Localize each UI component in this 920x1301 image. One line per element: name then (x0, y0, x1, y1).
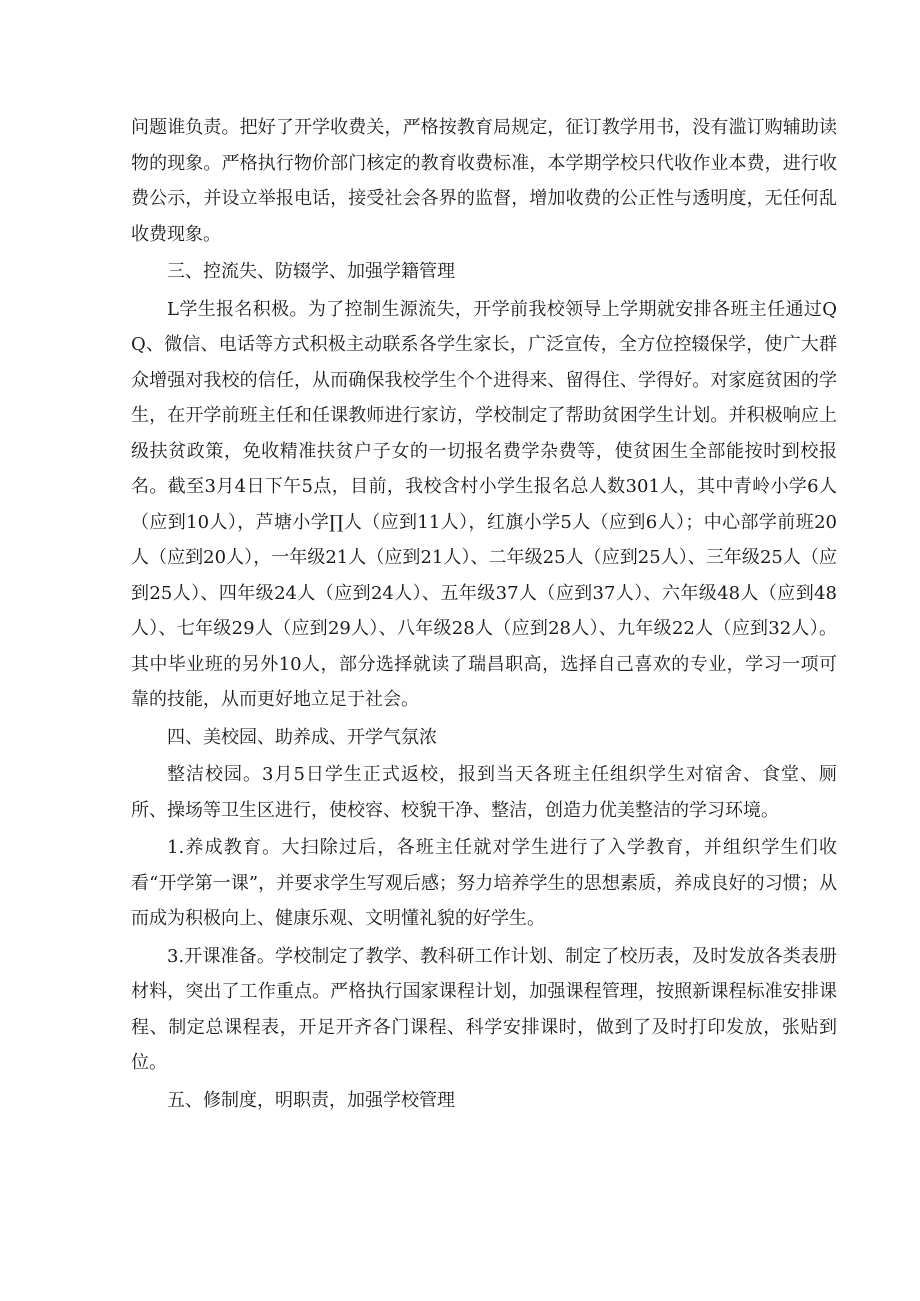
paragraph-course-preparation: 3.开课准备。学校制定了教学、教科研工作计划、制定了校历表，及时发放各类表册材料，突出了工作重点。严格执行国家课程计划，加强课程管理，按照新课程标准安排课程、制定总课程表，开足开齐各门课程、科学安排课时，做到了及时打印发放，张贴到位。 (131, 945, 837, 1073)
section-heading-5: 五、修制度，明职责，加强学校管理 (167, 1089, 455, 1111)
paragraph-fees: 问题谁负责。把好了开学收费关，严格按教育局规定，征订教学用书，没有滥订购辅助读物的现象。严格执行物价部门核定的教育收费标准，本学期学校只代收作业本费，进行收费公示，并设立举报电话，接受社会各界的监督，增加收费的公正性与透明度，无任何乱收费现象。 (131, 117, 837, 245)
section-heading-3: 三、控流失、防辍学、加强学籍管理 (167, 261, 455, 282)
paragraph-habit-education: 1.养成教育。大扫除过后，各班主任就对学生进行了入学教育，并组织学生们收看“开学第一课”，并要求学生写观后感；努力培养学生的思想素质，养成良好的习惯；从而成为积极向上、健康乐观、文明懂礼貌的好学生。 (131, 837, 837, 929)
paragraph-campus-cleaning: 整洁校园。3月5日学生正式返校，报到当天各班主任组织学生对宿舍、食堂、厕所、操场等卫生区进行，使校容、校貌干净、整洁，创造力优美整洁的学习环境。 (131, 764, 837, 821)
document-body (131, 110, 837, 1118)
section-heading-4: 四、美校园、助养成、开学气氛浓 (167, 726, 437, 748)
paragraph-enrollment: L学生报名积极。为了控制生源流失，开学前我校领导上学期就安排各班主任通过QQ、微信、电话等方式积极主动联系各学生家长，广泛宣传，全方位控辍保学，使广大群众增强对我校的信任，从而确保我校学生个个进得来、留得住、学得好。对家庭贫困的学生，在开学前班主任和任课教师进行家访，学校制定了帮助贫困学生计划。并积极响应上级扶贫政策，免收精准扶贫户子女的一切报名费学杂费等，使贫困生全部能按时到校报名。截至3月4日下午5点，目前，我校含村小学生报名总人数301人，其中青岭小学6人（应到10人），芦塘小学∏人（应到11人），红旗小学5人（应到6人）；中心部学前班20人（应到20人），一年级21人（应到21人）、二年级25人（应到25人）、三年级25人（应到25人）、四年级24人（应到24人）、五年级37人（应到37人）、六年级48人（应到48人）、七年级29人（应到29人）、八年级28人（应到28人）、九年级22人（应到32人）。其中毕业班的另外10人，部分选择就读了瑞昌职高，选择自己喜欢的专业，学习一项可靠的技能，从而更好地立足于社会。 (131, 298, 837, 710)
